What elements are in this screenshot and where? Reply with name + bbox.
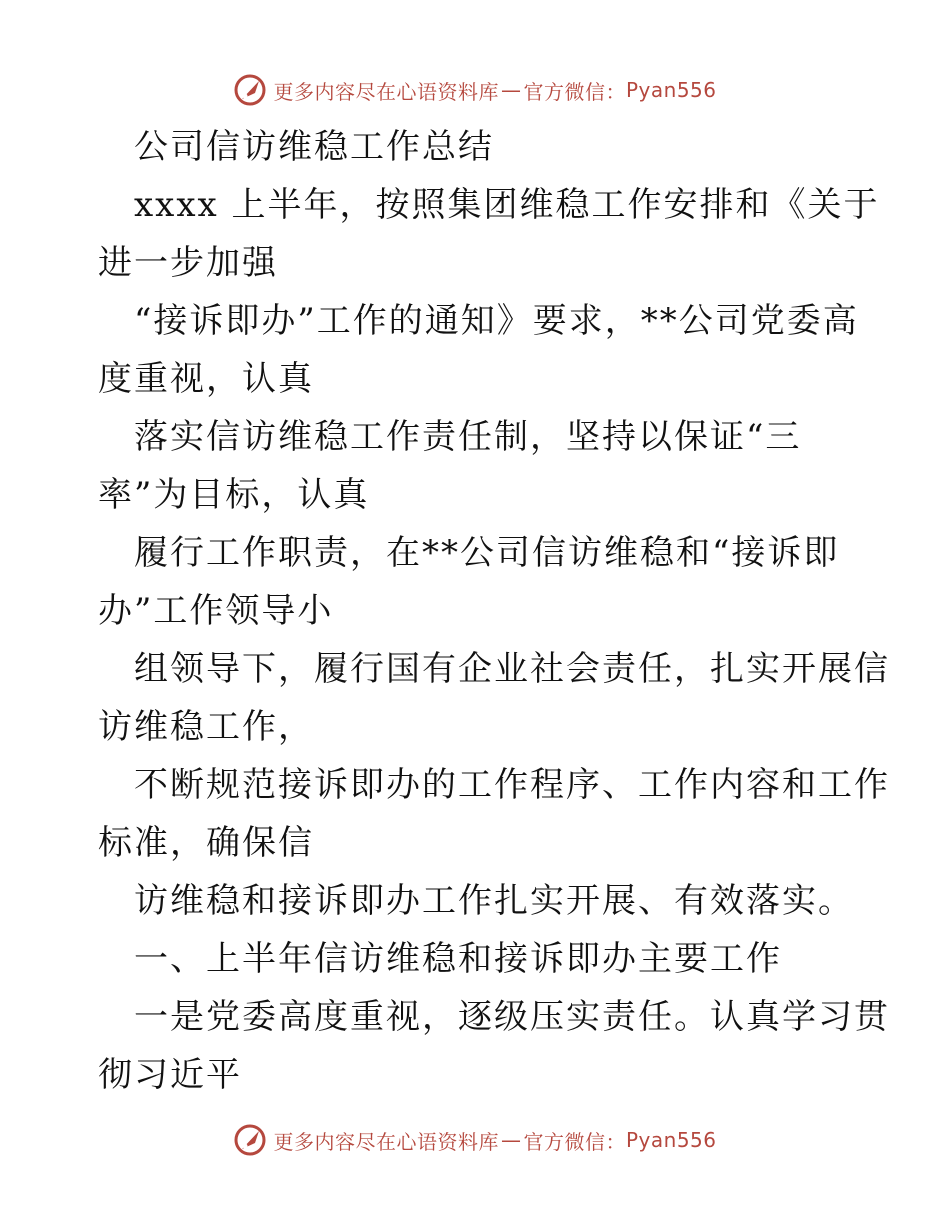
text-line: “接诉即办”工作的通知》要求，**公司党委高 <box>134 301 859 341</box>
text-line: 率”为目标，认真 <box>98 475 370 515</box>
quill-logo-icon <box>233 73 267 107</box>
watermark-wechat-id: Pyan556 <box>625 1128 717 1152</box>
text-line: xxxx 上半年，按照集团维稳工作安排和《关于 <box>134 185 880 225</box>
text-line: 一是党委高度重视，逐级压实责任。认真学习贯 <box>134 997 890 1037</box>
text-line: 不断规范接诉即办的工作程序、工作内容和工作 <box>134 765 890 805</box>
text-line: 一、上半年信访维稳和接诉即办主要工作 <box>134 939 782 979</box>
watermark-wechat-label: 官方微信： <box>523 79 626 104</box>
quill-logo-icon <box>233 1123 267 1157</box>
watermark-wechat-id: Pyan556 <box>625 78 717 102</box>
header-watermark <box>0 68 950 112</box>
text-line: 办”工作领导小 <box>98 591 334 631</box>
text-line: 落实信访维稳工作责任制，坚持以保证“三 <box>134 417 802 457</box>
watermark-brand-text: 更多内容尽在心语资料库 <box>273 79 499 104</box>
text-line: 标准，确保信 <box>98 823 314 863</box>
watermark-separator: — <box>500 1128 522 1152</box>
watermark-separator: — <box>500 78 522 102</box>
footer-watermark <box>0 1118 950 1162</box>
text-line: 公司信访维稳工作总结 <box>134 127 494 167</box>
text-line: 履行工作职责，在**公司信访维稳和“接诉即 <box>134 533 840 573</box>
watermark-wechat-label: 官方微信： <box>523 1129 626 1154</box>
text-line: 访维稳工作， <box>98 707 314 747</box>
text-line: 访维稳和接诉即办工作扎实开展、有效落实。 <box>134 881 854 921</box>
text-line: 进一步加强 <box>98 243 278 283</box>
text-line: 度重视，认真 <box>98 359 314 399</box>
text-line: 彻习近平 <box>98 1055 242 1095</box>
watermark-brand-text: 更多内容尽在心语资料库 <box>273 1129 499 1154</box>
text-line: 组领导下，履行国有企业社会责任，扎实开展信 <box>134 649 890 689</box>
document-body <box>98 118 890 1104</box>
